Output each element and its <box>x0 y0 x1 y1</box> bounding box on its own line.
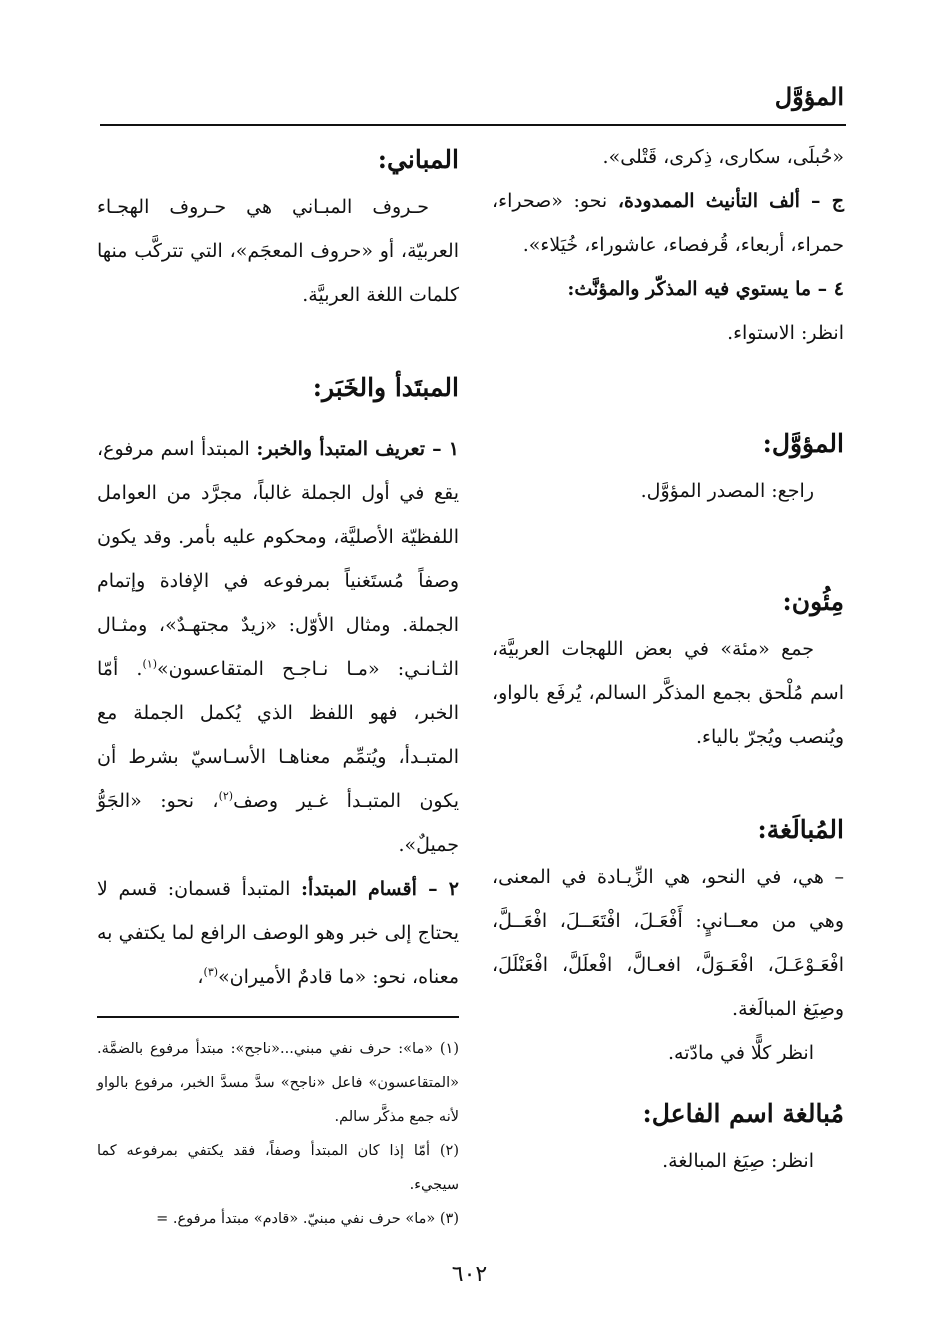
entry-text-mubalagha-fa: انظر: صِيَغ المبالغة. <box>662 1150 814 1172</box>
left-column <box>97 135 459 999</box>
types-text-2: ، <box>197 966 204 988</box>
footnote-1: (١) «ما»: حرف نفي مبني...«ناجح»: مبتدأ مرفوع بالضمَّة. «المتقاعسون» فاعل «ناجح» سدَّ مسدَّ الخبر، مرفوع بالواو لأنه جمع مذكَّر سالم. <box>97 1041 459 1125</box>
spacer <box>492 759 844 805</box>
entry-text-muawwal: راجع: المصدر المؤوَّل. <box>640 480 814 502</box>
entry-title-miun: مِئُون: <box>782 587 844 616</box>
types-paragraph <box>97 867 459 999</box>
item-j-text: نحو: «صحراء، حمراء، أربعاء، قُرفصاء، عاشوراء، خُيَلاء». <box>492 190 844 256</box>
types-label: ٢ – أقسام المبتدأ: <box>301 878 459 900</box>
page-number: ٦٠٢ <box>451 1262 488 1287</box>
definition-text-3: ، نحو: «الجَوُّ جميلٌ». <box>97 790 459 856</box>
entry-title-mabani: المباني: <box>377 145 459 174</box>
footnotes <box>97 1016 459 1236</box>
definition-text-2: . أمّا الخبر، فهو اللفظ الذي يُكمل الجملة مع المتبـدأ، ويُتمِّم معناهـا الأسـاسيّ بشرط أن يكون المتبـدأ غـير وصف <box>97 658 459 812</box>
entry-text-mabani: حـروف المبـاني هي حـروف الهجـاء العربيّة، أو «حروف المعجَم»، التي تتركَّب منها كلمات اللغة العربيَّة. <box>97 196 459 306</box>
entry-see-mubalagha: انظر كلًّا في مادّته. <box>668 1042 814 1064</box>
item-j-label: ج – ألف التأنيث الممدودة، <box>617 190 844 212</box>
item-4-label: ٤ – ما يستوي فيه المذكّر والمؤنَّث: <box>567 278 844 300</box>
spacer <box>97 317 459 363</box>
continued-examples: «حُبلَى، سكارى، ذِكرى، قَتْلى». <box>602 146 844 168</box>
header-rule <box>100 124 846 126</box>
spacer <box>492 355 844 419</box>
footnote-2: (٢) أمّا إذا كان المبتدأ وصفاً، فقد يكتفي بمرفوعه كما سيجيء. <box>97 1143 459 1193</box>
entry-text-miun: جمع «مئة» في بعض اللهجات العربيَّة، اسم مُلْحق بجمع المذكَّر السالم، يُرفَع بالواو، ويُنصب ويُجرّ بالياء. <box>492 638 844 748</box>
spacer <box>492 513 844 577</box>
definition-text-1: المبتدأ اسم مرفوع، يقع في أول الجملة غالباً، مجرَّد من العوامل اللفظيّة الأصليَّة، ومحكوم عليه بأمر. وقد يكون وصفاً مُستَغنياً بمرفوعه في الإفادة وإتمام الجملة. ومثال الأوّل: «زيدٌ مجتهـدٌ»، ومثـال الثـانـي: «مـا نـاجـح المتقاعسون» <box>97 438 459 680</box>
spacer <box>492 1075 844 1089</box>
entry-title-mubalagha-fa: مُبالغة اسم الفاعل: <box>642 1099 844 1128</box>
running-head: المؤوَّل <box>774 82 844 111</box>
definition-label: ١ – تعريف المتبدأ والخبر: <box>256 438 459 460</box>
types-text-1: المتبدأ قسمان: قسم لا يحتاج إلى خبر وهو الوصف الرافع لما يكتفي به معناه، نحو: «ما قادمٌ الأميران» <box>97 878 459 988</box>
entry-title-mubtada: المبتَدأ والخَبَر: <box>312 373 459 402</box>
footnote-ref-2[interactable]: (٢) <box>218 789 234 803</box>
right-column <box>492 135 844 1183</box>
footnote-ref-3[interactable]: (٣) <box>203 965 219 979</box>
spacer <box>97 413 459 427</box>
entry-title-muawwal: المؤوَّل: <box>762 429 844 458</box>
entry-text-mubalagha: – هي، في النحو، هي الزِّيـادة في المعنى، وهي من معــانيٍ: أَفْعَـلَ، افْتَعَــلَ، افْعَــلَّ، افْعَـوْعَـلَ، افْعَـوَلَّ، افعـالَّ، افْعلَلَّ، افْعَنْلَلَ، وصِيَغ المبالَغة. <box>492 866 844 1020</box>
item-4-text: انظر: الاستواء. <box>727 322 844 344</box>
footnote-3: (٣) «ما» حرف نفي مبنيّ. «قادم» مبتدأ مرفوع. = <box>156 1211 459 1227</box>
item-j <box>492 179 844 267</box>
entry-title-mubalagha: المُبالَغة: <box>757 815 844 844</box>
definition-paragraph <box>97 427 459 867</box>
footnote-ref-1[interactable]: (١) <box>142 657 157 671</box>
